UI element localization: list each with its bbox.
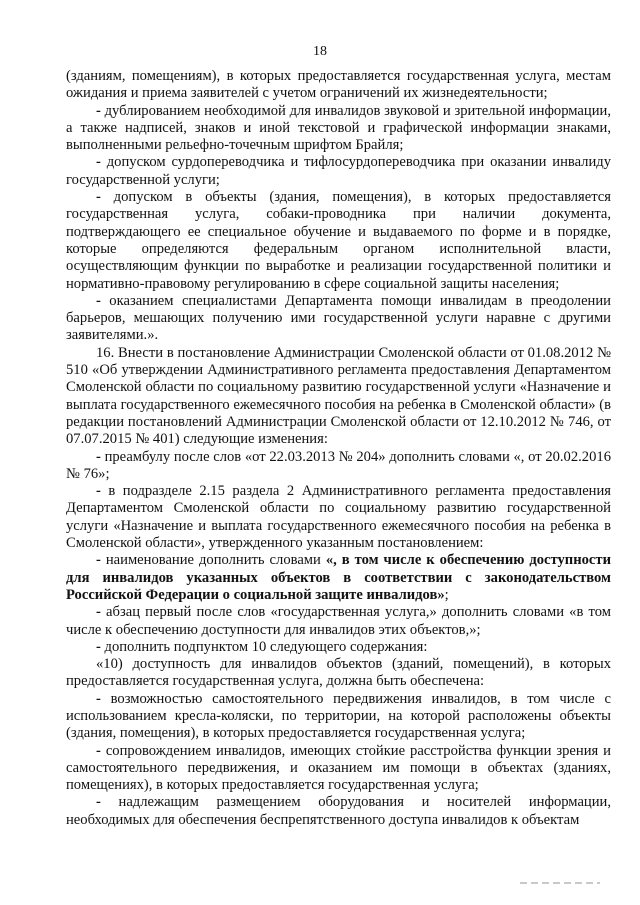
bold-text: «, в том числе к обеспечению доступности для инвалидов указанных объектов в соответствии с законодательством Российской Федерации о социальной защите инвалидов» — [66, 552, 611, 603]
list-item-add-subpoint-10 — [66, 639, 611, 656]
text-segment: допуском в объекты (здания, помещения), в которых предоставляется государственная услуга, собаки-проводника при наличии документа, подтверждающего ее специальное обучение и выдаваемого по форме и в порядке, которые определяются федеральным органом исполнительной власти, осуществляющим функции по выработке и реализации государственной политики и нормативно-правовому регулированию в сфере социальной защиты населения; — [66, 189, 611, 292]
list-item-subsection-2-15 — [66, 483, 611, 552]
document-body — [66, 68, 611, 829]
scan-artifact — [520, 882, 600, 884]
text-segment: «10) доступность для инвалидов объектов (зданий, помещений), в которых предоставляется государственная услуга, должна быть обеспечена: — [66, 656, 611, 690]
text-segment: оказанием специалистами Департамента помощи инвалидам в преодолении барьеров, мешающих получению ими государственной услуги наравне с другими заявителями.». — [66, 292, 611, 344]
bold-text: - — [96, 552, 106, 569]
list-item-preamble — [66, 449, 611, 484]
bold-text: - — [96, 742, 106, 759]
paragraph-continuation — [66, 68, 611, 103]
list-item-independent-movement — [66, 691, 611, 743]
bold-text: - — [96, 189, 114, 206]
paragraph-item-16 — [66, 345, 611, 449]
list-item-title-addition — [66, 552, 611, 604]
page-number: 18 — [313, 44, 327, 59]
text-segment: 16. Внести в постановление Администрации Смоленской области от 01.08.2012 № 510 «Об утверждении Административного регламента предоставления Департаментом Смоленской области по социальному развитию государственной услуги «Назначение и выплата государственного ежемесячного пособия на ребенка в Смоленской области» (в редакции постановлений Администрации Смоленской области от 12.10.2012 № 746, от 07.07.2015 № 401) следующие изменения: — [66, 344, 611, 448]
text-segment: наименование дополнить словами — [105, 552, 326, 569]
text-segment: (зданиям, помещениям), в которых предоставляется государственная услуга, местам ожидания и приема заявителей с учетом ограничений их жизнедеятельности; — [66, 68, 611, 102]
list-item-guide-dog — [66, 189, 611, 293]
text-segment: сопровождением инвалидов, имеющих стойкие расстройства функции зрения и самостоятельного передвижения, и оказанием им помощи в объектах (зданиях, помещениях), в которых предоставляется государственная услуга; — [66, 742, 611, 794]
text-segment: дублированием необходимой для инвалидов звуковой и зрительной информации, а также надписей, знаков и иной текстовой и графической информации знаками, выполненными рельефно-точечным шрифтом Брайля; — [66, 102, 611, 154]
list-item-sign-interpreter — [66, 154, 611, 189]
text-segment: допуском сурдопереводчика и тифлосурдопереводчика при оказании инвалиду государственной услуги; — [66, 154, 611, 188]
bold-text: - — [96, 483, 109, 500]
bold-text: - — [96, 604, 107, 621]
bold-text: - — [96, 794, 119, 811]
text-segment: преамбулу после слов «от 22.03.2013 № 204» дополнить словами «, от 20.02.2016 № 76»; — [66, 448, 611, 482]
bold-text: - — [96, 292, 110, 309]
bold-text: - — [96, 448, 105, 465]
bold-text: - — [96, 102, 105, 119]
list-item-braille — [66, 103, 611, 155]
list-item-escort — [66, 743, 611, 795]
text-segment: в подразделе 2.15 раздела 2 Административного регламента предоставления Департаментом Смоленской области по социальному развитию государственной услуги «Назначение и выплата государственного ежемесячного пособия на ребенка в Смоленской области», утвержденного указанным постановлением: — [66, 483, 612, 552]
paragraph-subpoint-10 — [66, 656, 611, 691]
bold-text: - — [96, 638, 105, 655]
list-item-specialist-assistance — [66, 293, 611, 345]
text-segment: абзац первый после слов «государственная услуга,» дополнить словами «в том числе к обеспечению доступности для инвалидов этих объектов,»; — [66, 604, 611, 638]
bold-text: - — [96, 154, 107, 171]
list-item-first-paragraph — [66, 604, 611, 639]
text-segment: возможностью самостоятельного передвижения инвалидов, в том числе с использованием кресла-коляски, по территории, на которой расположены объекты (здания, помещения), в которых предоставляется государственная услуга; — [66, 690, 611, 742]
list-item-equipment-placement — [66, 794, 611, 829]
bold-text: - — [96, 690, 111, 707]
text-segment: ; — [444, 586, 449, 603]
text-segment: надлежащим размещением оборудования и носителей информации, необходимых для обеспечения беспрепятственного доступа инвалидов к объектам — [66, 794, 612, 828]
text-segment: дополнить подпунктом 10 следующего содержания: — [104, 638, 428, 655]
